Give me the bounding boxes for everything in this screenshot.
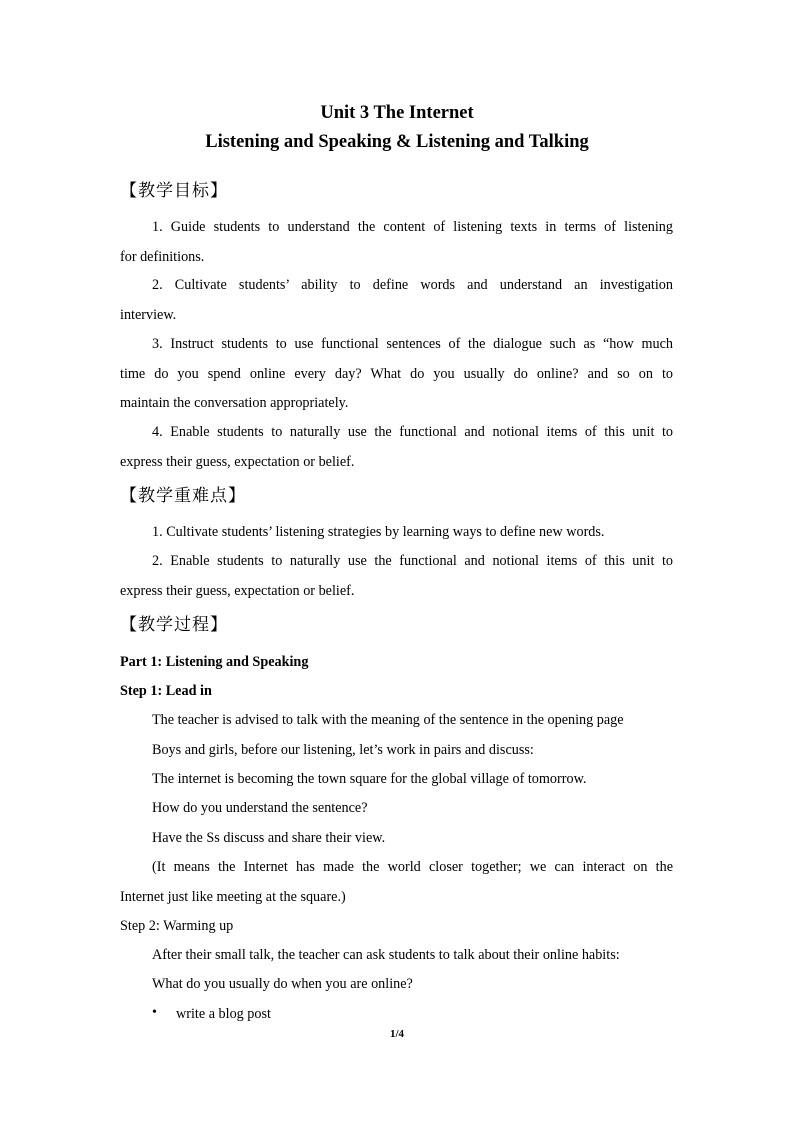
objective-3-mid: time do you spend online every day? What do you usually do online? and so on to	[120, 365, 673, 382]
section-heading-key-points: 【教学重难点】	[120, 486, 246, 506]
objective-2-cont: interview.	[120, 306, 177, 323]
objective-item-2	[120, 271, 673, 330]
objective-item-3	[120, 330, 673, 419]
section-heading-process: 【教学过程】	[120, 615, 228, 635]
objective-item-1	[120, 213, 673, 272]
part-1-heading: Part 1: Listening and Speaking	[120, 654, 309, 670]
key-point-1: 1. Cultivate students’ listening strategies by learning ways to define new words.	[152, 524, 605, 540]
objective-1-line: 1. Guide students to understand the content of listening texts in terms of listening	[152, 219, 673, 235]
objective-2-line: 2. Cultivate students’ ability to define words and understand an investigation	[152, 277, 673, 293]
objective-1-cont: for definitions.	[120, 248, 205, 265]
objective-3-line: 3. Instruct students to use functional sentences of the dialogue such as “how much	[152, 336, 673, 352]
step-1-line-5: Have the Ss discuss and share their view.	[152, 830, 386, 846]
key-point-2-cont: express their guess, expectation or belief.	[120, 582, 355, 599]
step-1-line-1: The teacher is advised to talk with the meaning of the sentence in the opening page	[152, 712, 624, 728]
section-heading-objectives: 【教学目标】	[120, 181, 228, 201]
step-2-line-2: What do you usually do when you are online?	[152, 976, 413, 992]
step-1-note	[120, 853, 673, 912]
key-point-2-line: 2. Enable students to naturally use the functional and notional items of this unit to	[152, 553, 673, 569]
unit-title: Unit 3 The Internet	[320, 103, 474, 123]
step-1-note-line: (It means the Internet has made the world closer together; we can interact on the	[152, 859, 673, 875]
objective-3-cont: maintain the conversation appropriately.	[120, 395, 349, 411]
bullet-icon: •	[152, 1005, 157, 1020]
step-1-heading: Step 1: Lead in	[120, 683, 212, 699]
objective-4-line: 4. Enable students to naturally use the functional and notional items of this unit to	[152, 424, 673, 440]
step-1-line-4: How do you understand the sentence?	[152, 800, 368, 816]
step-1-line-3: The internet is becoming the town square for the global village of tomorrow.	[152, 771, 587, 787]
step-2-line-1: After their small talk, the teacher can ask students to talk about their online habits:	[152, 947, 620, 963]
key-point-item-2	[120, 547, 673, 606]
lesson-subtitle: Listening and Speaking & Listening and Talking	[205, 132, 589, 152]
bullet-item-1: write a blog post	[176, 1006, 271, 1022]
page-number: 1/4	[389, 1028, 405, 1040]
step-1-line-2: Boys and girls, before our listening, let’s work in pairs and discuss:	[152, 742, 534, 758]
objective-4-cont: express their guess, expectation or belief.	[120, 453, 355, 470]
step-2-heading: Step 2: Warming up	[120, 918, 234, 934]
objective-item-4	[120, 418, 673, 477]
step-1-note-cont: Internet just like meeting at the square.)	[120, 888, 346, 905]
